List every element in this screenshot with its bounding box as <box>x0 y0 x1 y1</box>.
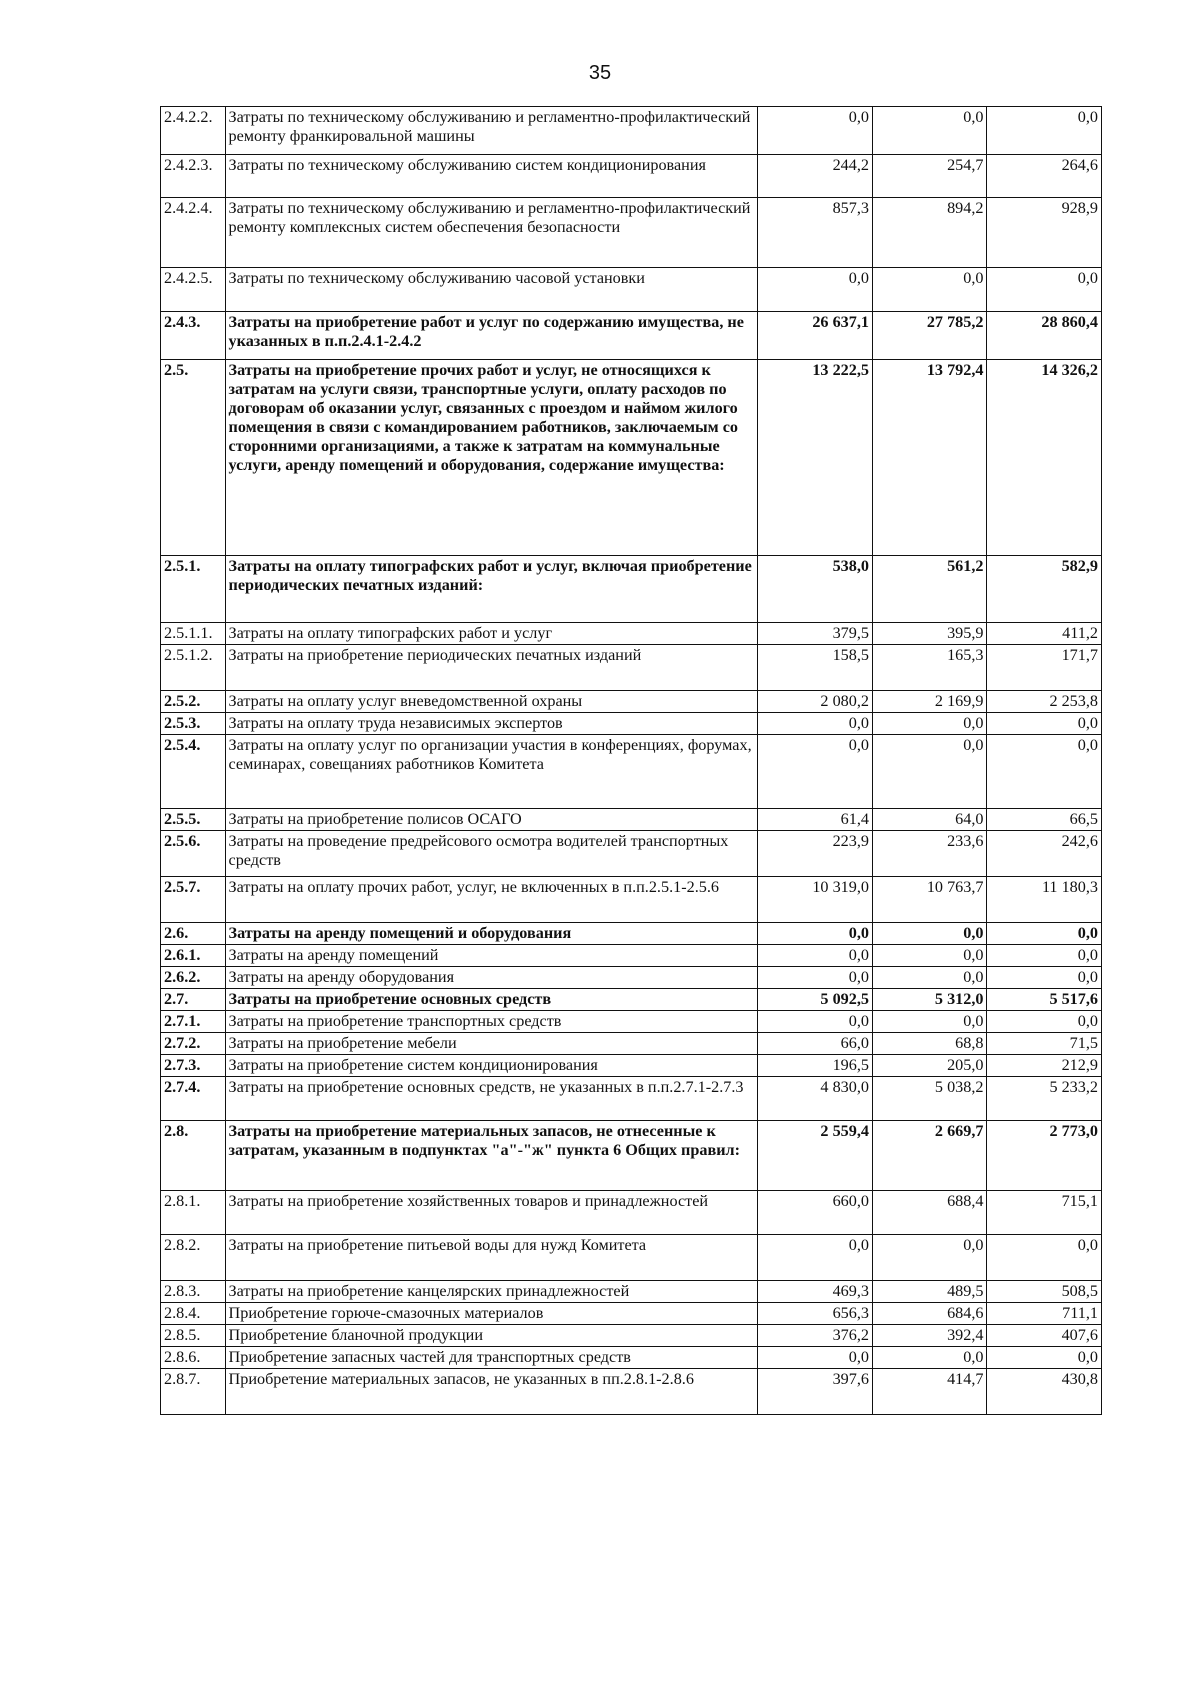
row-value-year-1: 0,0 <box>758 268 873 312</box>
row-name: Затраты на приобретение основных средств, не указанных в п.п.2.7.1-2.7.3 <box>225 1077 758 1121</box>
row-name: Затраты на оплату труда независимых экспертов <box>225 713 758 735</box>
row-name: Затраты по техническому обслуживанию и регламентно-профилактический ремонту франкировальной машины <box>225 107 758 155</box>
table-body <box>161 107 1102 1415</box>
row-value-year-1: 2 080,2 <box>758 691 873 713</box>
row-value-year-2: 2 169,9 <box>872 691 987 713</box>
row-value-year-2: 165,3 <box>872 645 987 691</box>
row-code: 2.8.5. <box>161 1325 226 1347</box>
row-value-year-1: 196,5 <box>758 1055 873 1077</box>
row-value-year-2: 489,5 <box>872 1281 987 1303</box>
table-row <box>161 945 1102 967</box>
row-value-year-1: 376,2 <box>758 1325 873 1347</box>
table-row <box>161 268 1102 312</box>
row-name: Затраты на приобретение питьевой воды для нужд Комитета <box>225 1235 758 1281</box>
table-row <box>161 831 1102 877</box>
row-value-year-3: 715,1 <box>987 1191 1102 1235</box>
row-value-year-1: 61,4 <box>758 809 873 831</box>
row-value-year-2: 392,4 <box>872 1325 987 1347</box>
row-value-year-1: 223,9 <box>758 831 873 877</box>
row-value-year-2: 688,4 <box>872 1191 987 1235</box>
table-row <box>161 967 1102 989</box>
row-name: Затраты на оплату типографских работ и услуг <box>225 623 758 645</box>
row-value-year-3: 264,6 <box>987 155 1102 198</box>
row-value-year-3: 5 233,2 <box>987 1077 1102 1121</box>
row-value-year-2: 0,0 <box>872 967 987 989</box>
row-value-year-3: 0,0 <box>987 945 1102 967</box>
row-code: 2.8.1. <box>161 1191 226 1235</box>
row-value-year-3: 0,0 <box>987 1235 1102 1281</box>
row-code: 2.6. <box>161 923 226 945</box>
row-value-year-2: 894,2 <box>872 198 987 268</box>
table-row <box>161 1235 1102 1281</box>
row-value-year-2: 561,2 <box>872 556 987 623</box>
row-name: Затраты по техническому обслуживанию и регламентно-профилактический ремонту комплексных систем обеспечения безопасности <box>225 198 758 268</box>
row-name: Приобретение запасных частей для транспортных средств <box>225 1347 758 1369</box>
row-code: 2.8.2. <box>161 1235 226 1281</box>
row-value-year-1: 0,0 <box>758 1347 873 1369</box>
row-value-year-3: 28 860,4 <box>987 312 1102 360</box>
row-value-year-1: 4 830,0 <box>758 1077 873 1121</box>
row-value-year-2: 0,0 <box>872 268 987 312</box>
row-value-year-1: 0,0 <box>758 1011 873 1033</box>
table-row <box>161 1325 1102 1347</box>
row-value-year-1: 0,0 <box>758 1235 873 1281</box>
row-value-year-2: 0,0 <box>872 713 987 735</box>
row-name: Затраты по техническому обслуживанию часовой установки <box>225 268 758 312</box>
row-value-year-1: 656,3 <box>758 1303 873 1325</box>
row-value-year-2: 13 792,4 <box>872 360 987 556</box>
row-value-year-2: 5 312,0 <box>872 989 987 1011</box>
row-name: Затраты по техническому обслуживанию систем кондиционирования <box>225 155 758 198</box>
row-value-year-1: 158,5 <box>758 645 873 691</box>
row-name: Затраты на аренду оборудования <box>225 967 758 989</box>
row-value-year-3: 171,7 <box>987 645 1102 691</box>
row-value-year-1: 0,0 <box>758 735 873 809</box>
row-value-year-2: 0,0 <box>872 107 987 155</box>
row-value-year-3: 71,5 <box>987 1033 1102 1055</box>
table-row <box>161 1077 1102 1121</box>
row-value-year-3: 711,1 <box>987 1303 1102 1325</box>
row-value-year-1: 13 222,5 <box>758 360 873 556</box>
row-name: Приобретение горюче-смазочных материалов <box>225 1303 758 1325</box>
row-code: 2.5.6. <box>161 831 226 877</box>
row-name: Затраты на оплату типографских работ и услуг, включая приобретение периодических печатных изданий: <box>225 556 758 623</box>
row-value-year-2: 205,0 <box>872 1055 987 1077</box>
row-code: 2.8.3. <box>161 1281 226 1303</box>
row-code: 2.8.7. <box>161 1369 226 1415</box>
row-value-year-3: 2 773,0 <box>987 1121 1102 1191</box>
table-row <box>161 1191 1102 1235</box>
row-value-year-3: 0,0 <box>987 713 1102 735</box>
row-value-year-1: 10 319,0 <box>758 877 873 923</box>
table-row <box>161 1347 1102 1369</box>
row-value-year-2: 0,0 <box>872 1347 987 1369</box>
row-value-year-2: 10 763,7 <box>872 877 987 923</box>
row-value-year-2: 254,7 <box>872 155 987 198</box>
table-row <box>161 735 1102 809</box>
row-value-year-1: 2 559,4 <box>758 1121 873 1191</box>
row-name: Затраты на приобретение канцелярских принадлежностей <box>225 1281 758 1303</box>
row-value-year-3: 508,5 <box>987 1281 1102 1303</box>
row-name: Затраты на оплату услуг вневедомственной охраны <box>225 691 758 713</box>
row-code: 2.5.1.2. <box>161 645 226 691</box>
row-value-year-1: 660,0 <box>758 1191 873 1235</box>
row-code: 2.7.2. <box>161 1033 226 1055</box>
row-name: Приобретение бланочной продукции <box>225 1325 758 1347</box>
row-value-year-1: 538,0 <box>758 556 873 623</box>
row-value-year-3: 0,0 <box>987 923 1102 945</box>
row-value-year-3: 11 180,3 <box>987 877 1102 923</box>
table-row <box>161 809 1102 831</box>
row-code: 2.5.3. <box>161 713 226 735</box>
row-value-year-1: 0,0 <box>758 945 873 967</box>
table-row <box>161 1369 1102 1415</box>
table-row <box>161 877 1102 923</box>
row-value-year-3: 411,2 <box>987 623 1102 645</box>
row-code: 2.7.3. <box>161 1055 226 1077</box>
row-value-year-3: 0,0 <box>987 107 1102 155</box>
table-row <box>161 923 1102 945</box>
row-value-year-2: 68,8 <box>872 1033 987 1055</box>
table-row <box>161 556 1102 623</box>
row-code: 2.5.7. <box>161 877 226 923</box>
row-code: 2.5.1.1. <box>161 623 226 645</box>
row-value-year-3: 0,0 <box>987 1011 1102 1033</box>
row-value-year-2: 2 669,7 <box>872 1121 987 1191</box>
row-name: Затраты на оплату прочих работ, услуг, не включенных в п.п.2.5.1-2.5.6 <box>225 877 758 923</box>
table-row <box>161 198 1102 268</box>
row-name: Затраты на приобретение полисов ОСАГО <box>225 809 758 831</box>
row-name: Затраты на аренду помещений и оборудования <box>225 923 758 945</box>
table-row <box>161 360 1102 556</box>
page-number: 35 <box>588 62 612 84</box>
table-row <box>161 623 1102 645</box>
row-code: 2.7.4. <box>161 1077 226 1121</box>
row-name: Затраты на оплату услуг по организации участия в конференциях, форумах, семинарах, совещаниях работников Комитета <box>225 735 758 809</box>
row-code: 2.4.2.4. <box>161 198 226 268</box>
table-row <box>161 107 1102 155</box>
table-row <box>161 645 1102 691</box>
row-value-year-2: 0,0 <box>872 945 987 967</box>
table-row <box>161 1303 1102 1325</box>
row-name: Затраты на аренду помещений <box>225 945 758 967</box>
row-name: Затраты на приобретение транспортных средств <box>225 1011 758 1033</box>
row-code: 2.5. <box>161 360 226 556</box>
row-code: 2.5.2. <box>161 691 226 713</box>
row-name: Затраты на приобретение систем кондиционирования <box>225 1055 758 1077</box>
row-name: Затраты на приобретение основных средств <box>225 989 758 1011</box>
row-code: 2.7.1. <box>161 1011 226 1033</box>
row-code: 2.4.3. <box>161 312 226 360</box>
row-value-year-1: 66,0 <box>758 1033 873 1055</box>
row-code: 2.6.2. <box>161 967 226 989</box>
row-code: 2.5.4. <box>161 735 226 809</box>
row-value-year-1: 0,0 <box>758 107 873 155</box>
row-value-year-1: 0,0 <box>758 967 873 989</box>
table-row <box>161 312 1102 360</box>
row-code: 2.6.1. <box>161 945 226 967</box>
row-value-year-1: 26 637,1 <box>758 312 873 360</box>
row-value-year-3: 66,5 <box>987 809 1102 831</box>
row-value-year-1: 379,5 <box>758 623 873 645</box>
row-value-year-3: 928,9 <box>987 198 1102 268</box>
row-name: Затраты на приобретение хозяйственных товаров и принадлежностей <box>225 1191 758 1235</box>
row-value-year-2: 27 785,2 <box>872 312 987 360</box>
row-value-year-2: 233,6 <box>872 831 987 877</box>
row-value-year-2: 0,0 <box>872 923 987 945</box>
row-code: 2.5.5. <box>161 809 226 831</box>
row-value-year-2: 0,0 <box>872 1011 987 1033</box>
row-value-year-3: 0,0 <box>987 735 1102 809</box>
row-value-year-2: 64,0 <box>872 809 987 831</box>
row-value-year-3: 407,6 <box>987 1325 1102 1347</box>
row-value-year-3: 0,0 <box>987 268 1102 312</box>
table-row <box>161 155 1102 198</box>
row-value-year-3: 2 253,8 <box>987 691 1102 713</box>
table-row <box>161 1055 1102 1077</box>
row-code: 2.8.6. <box>161 1347 226 1369</box>
row-value-year-1: 0,0 <box>758 713 873 735</box>
row-name: Затраты на проведение предрейсового осмотра водителей транспортных средств <box>225 831 758 877</box>
table-row <box>161 1281 1102 1303</box>
row-value-year-1: 0,0 <box>758 923 873 945</box>
row-value-year-3: 14 326,2 <box>987 360 1102 556</box>
row-value-year-2: 684,6 <box>872 1303 987 1325</box>
row-code: 2.4.2.2. <box>161 107 226 155</box>
row-value-year-1: 469,3 <box>758 1281 873 1303</box>
table-row <box>161 1011 1102 1033</box>
row-value-year-3: 212,9 <box>987 1055 1102 1077</box>
row-value-year-1: 397,6 <box>758 1369 873 1415</box>
row-code: 2.5.1. <box>161 556 226 623</box>
row-value-year-2: 5 038,2 <box>872 1077 987 1121</box>
row-value-year-2: 0,0 <box>872 735 987 809</box>
table-row <box>161 1121 1102 1191</box>
row-value-year-3: 430,8 <box>987 1369 1102 1415</box>
row-value-year-1: 244,2 <box>758 155 873 198</box>
table-row <box>161 1033 1102 1055</box>
table-row <box>161 713 1102 735</box>
row-name: Затраты на приобретение работ и услуг по содержанию имущества, не указанных в п.п.2.4.1-2.4.2 <box>225 312 758 360</box>
row-value-year-3: 5 517,6 <box>987 989 1102 1011</box>
row-value-year-1: 5 092,5 <box>758 989 873 1011</box>
row-value-year-3: 0,0 <box>987 1347 1102 1369</box>
row-value-year-3: 582,9 <box>987 556 1102 623</box>
row-code: 2.4.2.5. <box>161 268 226 312</box>
row-value-year-2: 395,9 <box>872 623 987 645</box>
row-name: Приобретение материальных запасов, не указанных в пп.2.8.1-2.8.6 <box>225 1369 758 1415</box>
row-name: Затраты на приобретение прочих работ и услуг, не относящихся к затратам на услуги связи, транспортные услуги, оплату расходов по договорам об оказании услуг, связанных с проездом и наймом жилого помещения в связи с командированием работников, заключаемым со сторонними организациями, а также к затратам на коммунальные услуги, аренду помещений и оборудования, содержание имущества: <box>225 360 758 556</box>
row-code: 2.7. <box>161 989 226 1011</box>
row-code: 2.4.2.3. <box>161 155 226 198</box>
row-value-year-1: 857,3 <box>758 198 873 268</box>
row-value-year-2: 0,0 <box>872 1235 987 1281</box>
row-value-year-3: 242,6 <box>987 831 1102 877</box>
table-row <box>161 691 1102 713</box>
row-value-year-2: 414,7 <box>872 1369 987 1415</box>
row-name: Затраты на приобретение материальных запасов, не отнесенные к затратам, указанным в подпунктах "а"-"ж" пункта 6 Общих правил: <box>225 1121 758 1191</box>
row-code: 2.8. <box>161 1121 226 1191</box>
budget-table <box>160 106 1102 1415</box>
row-name: Затраты на приобретение мебели <box>225 1033 758 1055</box>
row-name: Затраты на приобретение периодических печатных изданий <box>225 645 758 691</box>
table-row <box>161 989 1102 1011</box>
row-value-year-3: 0,0 <box>987 967 1102 989</box>
row-code: 2.8.4. <box>161 1303 226 1325</box>
